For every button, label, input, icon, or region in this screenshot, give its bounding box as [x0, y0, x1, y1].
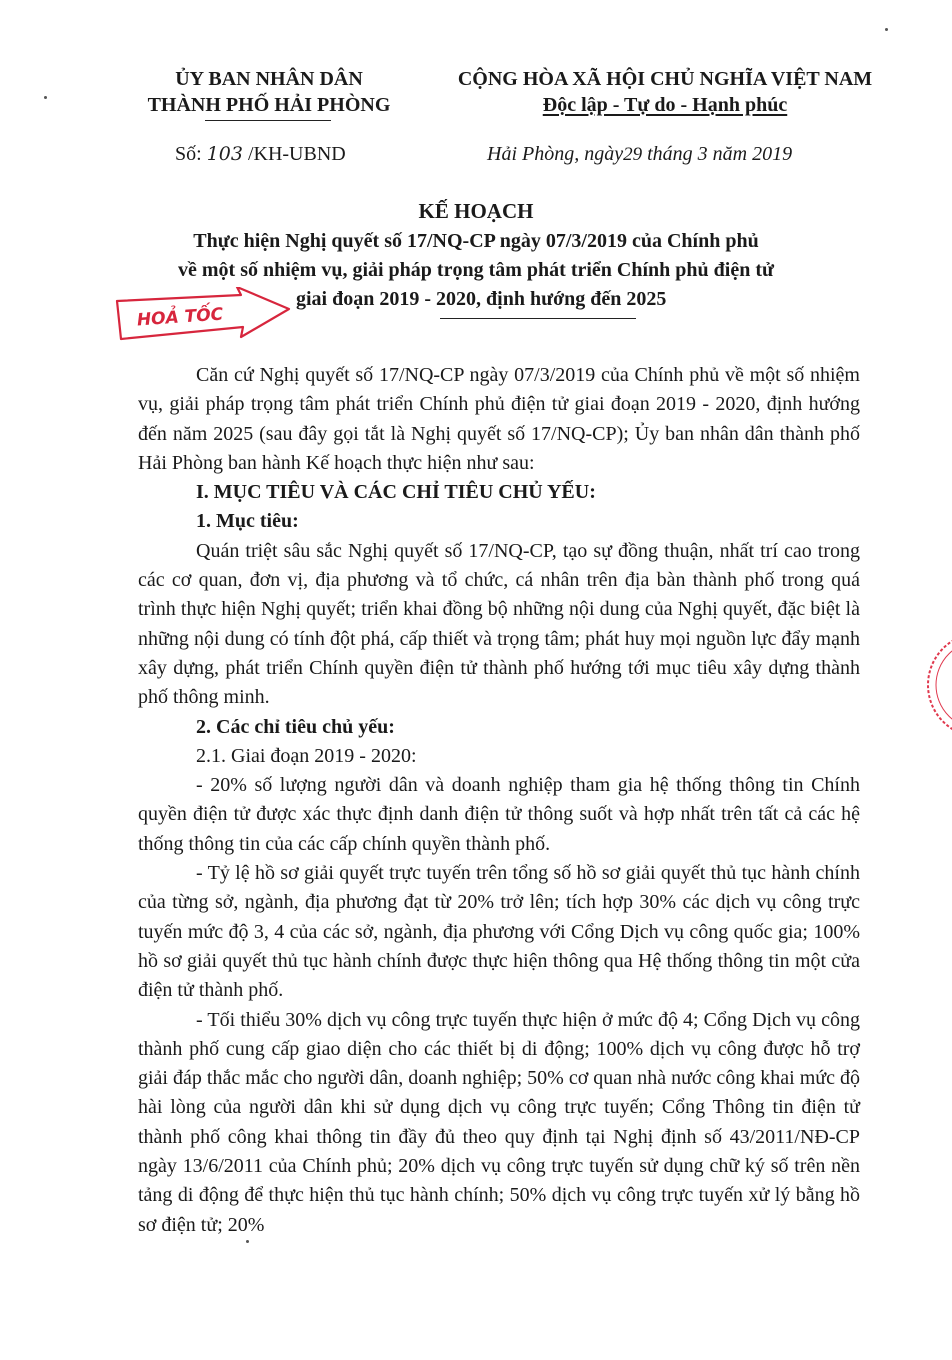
national-motto: Độc lập - Tự do - Hạnh phúc: [542, 94, 788, 116]
section-heading-1: I. MỤC TIÊU VÀ CÁC CHỈ TIÊU CHỦ YẾU:: [196, 481, 596, 504]
title-subject-line-2: về một số nhiệm vụ, giải pháp trọng tâm phát triển Chính phủ điện tử: [178, 259, 774, 281]
subsection-heading-1: 1. Mục tiêu:: [196, 510, 299, 533]
paragraph-target-3: - Tối thiểu 30% dịch vụ công trực tuyến thực hiện ở mức độ 4; Cổng Dịch vụ công thành phố cung cấp giao diện cho các thiết bị di động; 100% dịch vụ công được hỗ trợ giải đáp thắc mắc cho người dân, doanh nghiệp; 50% cơ quan nhà nước công khai mức độ hài lòng của người dân khi sử dụng dịch vụ công trực tuyến; Cổng Thông tin điện tử thành phố công khai thông tin đầy đủ theo quy định tại Nghị định số 43/2011/NĐ-CP ngày 13/6/2011 của Chính phủ; 20% dịch vụ công trực tuyến sử dụng chữ ký số trên nền tảng di động để thực hiện thủ tục hành chính; 50% dịch vụ công trực tuyến xử lý bằng hồ sơ điện tử; 20%: [138, 1008, 860, 1236]
document-number: [175, 143, 346, 166]
seal-stamp-edge: [920, 630, 952, 740]
issuer-header: [138, 66, 400, 118]
title-underline: [440, 318, 636, 319]
date-day-handwritten: 29: [623, 144, 643, 165]
scan-speck: [885, 28, 888, 31]
subsection-heading-2-1: 2.1. Giai đoạn 2019 - 2020:: [196, 744, 417, 767]
paragraph-basis: Căn cứ Nghị quyết số 17/NQ-CP ngày 07/3/2019 của Chính phủ về một số nhiệm vụ, giải pháp trọng tâm phát triển Chính phủ điện tử giai đoạn 2019 - 2020, định hướng đến năm 2025 (sau đây gọi tắt là Nghị quyết số 17/NQ-CP); Ủy ban nhân dân thành phố Hải Phòng ban hành Kế hoạch thực hiện như sau:: [138, 364, 860, 474]
issuer-line-2: THÀNH PHỐ HẢI PHÒNG: [147, 94, 391, 116]
issuer-underline: [205, 120, 331, 121]
title-subject-line-1: Thực hiện Nghị quyết số 17/NQ-CP ngày 07/3/2019 của Chính phủ: [193, 230, 759, 252]
national-header: [440, 66, 890, 118]
document-date: [487, 143, 792, 166]
doc-number-prefix: Số:: [175, 143, 207, 165]
date-prefix: Hải Phòng, ngày: [487, 143, 624, 165]
doc-number-handwritten: 103: [206, 143, 243, 165]
date-rest: tháng 3 năm 2019: [642, 143, 793, 165]
scan-speck: [44, 96, 47, 99]
subsection-heading-2: 2. Các chỉ tiêu chủ yếu:: [196, 715, 395, 738]
national-title: CỘNG HÒA XÃ HỘI CHỦ NGHĨA VIỆT NAM: [457, 68, 873, 90]
paragraph-objectives: Quán triệt sâu sắc Nghị quyết số 17/NQ-CP, tạo sự đồng thuận, nhất trí cao trong các cơ quan, đơn vị, địa phương và tổ chức, cá nhân trên địa bàn thành phố trong quá trình thực hiện Nghị quyết; triển khai đồng bộ những nội dung của Nghị quyết, đặc biệt là những nội dung có tính đột phá, cấp thiết và trọng tâm; phát huy mọi nguồn lực đẩy mạnh xây dựng, phát triển Chính quyền điện tử thành phố hướng tới mục tiêu xây dựng thành phố thông minh.: [138, 539, 860, 709]
paragraph-target-1: - 20% số lượng người dân và doanh nghiệp tham gia hệ thống thông tin Chính quyền điện tử được xác thực định danh điện tử thông suốt và hợp nhất trên tất cả các hệ thống thông tin của các cấp chính quyền thành phố.: [138, 774, 860, 855]
issuer-line-1: ỦY BAN NHÂN DÂN: [175, 68, 363, 90]
scan-speck: [246, 1240, 249, 1243]
title-subject-line-3: giai đoạn 2019 - 2020, định hướng đến 2025: [296, 288, 667, 310]
urgent-stamp: [113, 287, 293, 345]
paragraph-target-2: - Tỷ lệ hồ sơ giải quyết trực tuyến trên tổng số hồ sơ giải quyết thủ tục hành chính của từng sở, ngành, địa phương đạt từ 20% trở lên; tích hợp 30% các dịch vụ công trực tuyến mức độ 3, 4 của các sở, ngành, địa phương với Cổng Dịch vụ công quốc gia; 100% hồ sơ giải quyết thủ tục hành chính được thực hiện thông qua Hệ thống thông tin một cửa điện tử thành phố.: [138, 862, 860, 1002]
document-body: [138, 361, 860, 1240]
urgent-stamp-text: HOẢ TỐC: [136, 304, 224, 331]
document-title: KẾ HOẠCH: [418, 199, 534, 223]
doc-number-suffix: /KH-UBND: [242, 143, 346, 165]
